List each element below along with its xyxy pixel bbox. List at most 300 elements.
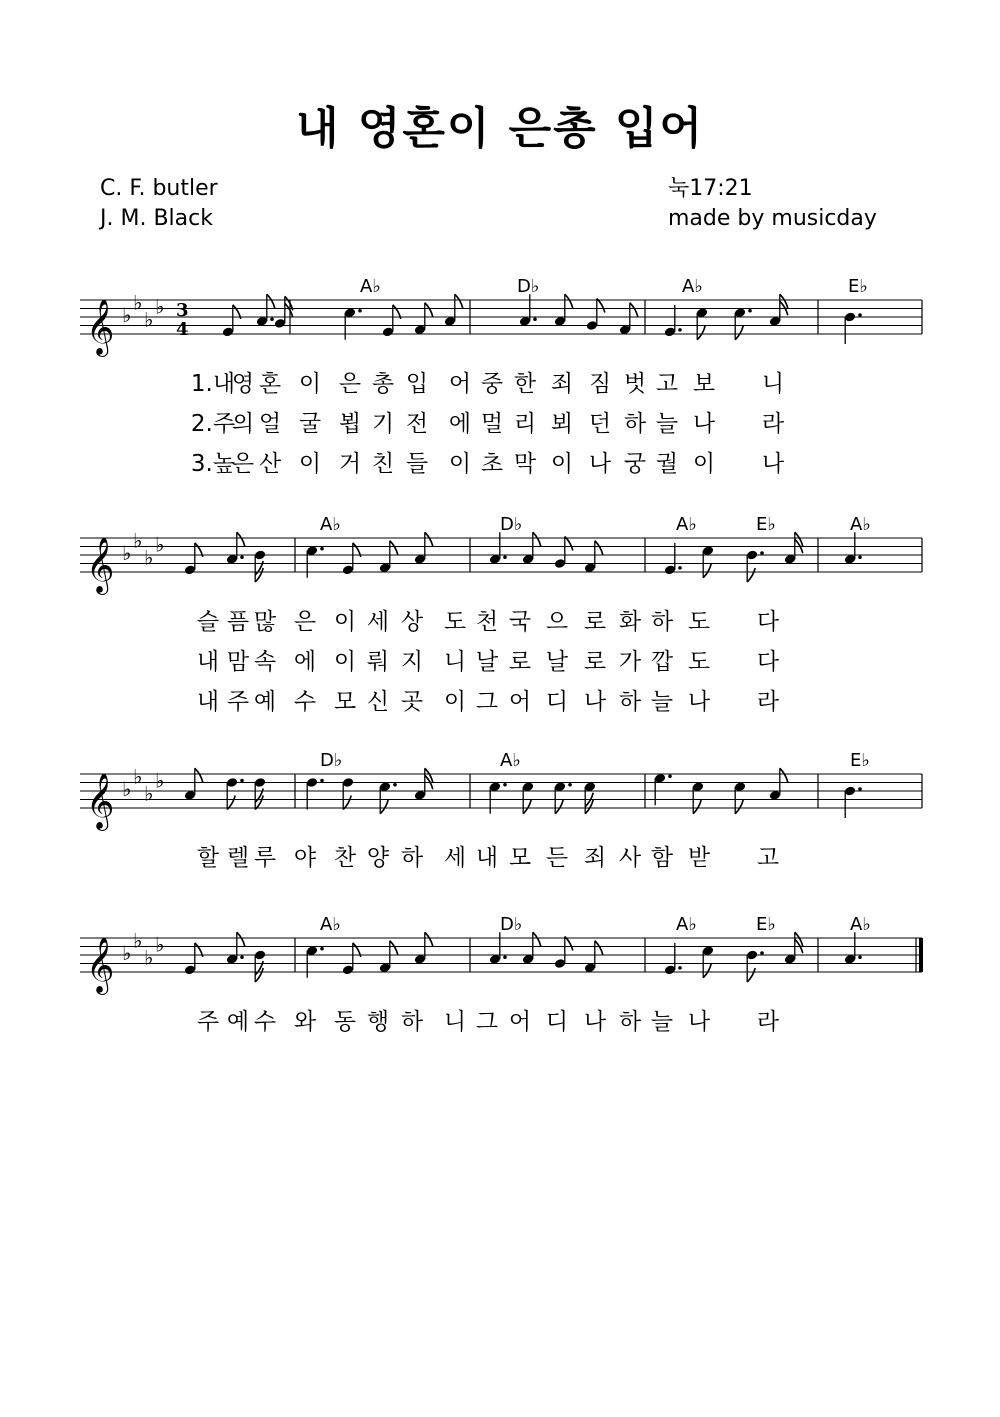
note-flag [343,796,351,810]
note-flag [780,768,788,782]
chord-symbol: A♭ [676,914,697,935]
note [584,941,603,974]
lyric-syllable: 얼 [258,411,282,437]
lyric-syllable: 모 [508,845,532,871]
flat-sign-icon: ♭ [122,941,132,965]
note-flag [533,532,541,546]
music-system-3 [80,744,922,871]
flat-sign-icon: ♭ [144,307,154,332]
dot [858,787,862,791]
chord-symbol: A♭ [850,914,871,935]
note [654,773,672,806]
note-flag [565,937,573,951]
note-flag [697,326,705,340]
lyric-syllable: 로 [508,649,532,675]
dot [240,555,244,559]
note [306,777,324,810]
lyric-syllable: 고 [756,845,780,871]
lyric-syllable: 받 [687,845,711,871]
flat-sign-icon: ♭ [133,290,143,315]
note [519,294,537,327]
lyric-syllable: 그 [475,1009,499,1035]
dot [320,779,324,783]
note [692,781,705,814]
note-flag [555,800,563,814]
lyric-syllable: 많 [253,609,277,635]
lyric-syllable: 던 [588,411,612,437]
note [734,781,747,814]
lyric-syllable: 입 [405,371,429,397]
lyric-syllable: 수 [253,1009,277,1035]
note [379,941,398,974]
lyric-syllable: 산 [258,451,282,477]
lyric-syllable: 리 [513,411,537,437]
lyric-syllable: 곳 [400,689,424,715]
lyric-syllable: 맘 [226,649,250,675]
dot [270,317,274,321]
music-system-2 [80,508,922,715]
note [522,532,541,565]
note [226,532,245,565]
lyric-syllable: 라 [756,1009,780,1035]
note-flag [380,800,388,814]
flat-sign-icon: ♭ [155,532,165,557]
note [256,294,275,327]
lyric-syllable: 주 [226,689,250,715]
note [844,785,862,818]
note-flag [630,303,638,317]
note [382,305,401,338]
lyric-syllable: 들 [405,451,429,477]
lyric-syllable: 고 [655,371,679,397]
lyric-syllable: 막 [513,451,537,477]
flat-sign-icon: ♭ [122,777,132,801]
chord-symbol: A♭ [850,514,871,535]
flat-sign-icon: ♭ [122,541,132,565]
dot [678,328,682,332]
note [746,949,764,982]
lyric-syllable: 니 [761,371,785,397]
lyric-syllable: 다 [756,649,780,675]
lyric-syllable: 세 [366,609,390,635]
note [342,777,355,810]
note-flag [703,964,711,978]
lyric-syllable: 국 [508,609,532,635]
note-flag [595,941,603,955]
dot [748,309,752,313]
lyric-syllable: 이 [448,451,472,477]
note [184,768,203,801]
note [586,299,605,332]
dot [760,551,764,555]
composer-line: J. M. Black [100,206,213,231]
lyric-syllable: 든 [545,845,569,871]
note [784,532,803,565]
lyric-syllable: 이 [333,649,357,675]
note-flag [425,303,433,317]
chord-symbol: D♭ [320,750,343,771]
dot [678,966,682,970]
lyric-syllable: 이 [443,689,467,715]
lyric-syllable: 와 [293,1009,317,1035]
flat-sign-icon: ♭ [133,928,143,953]
lyric-syllable: 수 [293,689,317,715]
lyric-syllable: 으 [545,609,569,635]
dot [568,783,572,787]
note [554,537,573,570]
lyric-syllable: 나 [692,411,716,437]
dot [668,774,672,778]
note-flag [523,800,531,814]
note [379,781,397,814]
note [226,777,244,810]
chord-symbol: E♭ [756,514,776,535]
note-flag [237,932,245,946]
lyric-syllable: 벗 [623,371,647,397]
chord-symbol: D♭ [500,914,523,935]
lyric-syllable: 뵈 [550,411,574,437]
lyric-syllable: 예 [226,1009,250,1035]
lyric-syllable: 깝 [650,649,674,675]
lyric-syllable: 모 [333,689,357,715]
lyric-syllable: 도 [687,649,711,675]
lyric-syllable: 예 [253,689,277,715]
flat-sign-icon: ♭ [144,545,154,570]
lyric-syllable: 짐 [588,371,612,397]
flat-sign-icon: ♭ [144,945,154,970]
lyric-syllable: 루 [253,845,277,871]
lyric-syllable: 그 [475,689,499,715]
lyric-syllable: 로 [583,649,607,675]
note-flag [747,568,755,582]
lyric-syllable: 늘 [650,689,674,715]
made-by-line: made by musicday [668,206,877,231]
dot [760,951,764,955]
lyric-verse-3 [80,445,922,479]
note-flag [425,532,433,546]
flat-sign-icon: ♭ [122,303,132,327]
lyric-syllable: 보 [692,371,716,397]
lyric-verse-1 [80,839,922,873]
note-flag [735,326,743,340]
note [664,543,682,576]
staff [80,270,922,355]
lyric-syllable: 신 [366,689,390,715]
scripture-reference: 눅17:21 [668,176,753,201]
lyric-syllable: 어 [508,1009,532,1035]
lyric-syllable: 나 [687,689,711,715]
flat-sign-icon: ♭ [155,768,165,793]
note [619,303,638,336]
lyric-syllable: 이 [692,451,716,477]
note [554,937,573,970]
lyric-syllable: 천 [475,609,499,635]
chord-symbol: D♭ [500,514,523,535]
note [844,932,862,965]
dot [858,555,862,559]
lyric-syllable: 이 [333,609,357,635]
lyric-syllable: 초 [480,451,504,477]
note [306,945,324,978]
note [254,949,267,982]
note [254,549,267,582]
lyric-syllable: 뵙 [338,411,362,437]
lyric-syllable: 내 [475,845,499,871]
note [696,307,709,340]
lyric-syllable: 전 [405,411,429,437]
lyric-syllable: 픔 [226,609,250,635]
lyric-syllable: 날 [545,649,569,675]
lyric-syllable: 디 [545,689,569,715]
chord-symbol: A♭ [676,514,697,535]
lyric-syllable: 주 [196,1009,220,1035]
note [702,545,715,578]
lyric-syllable: 동 [333,1009,357,1035]
lyric-syllable: 의 [231,411,255,437]
lyric-syllable: 라 [761,411,785,437]
lyric-syllable: 상 [400,609,424,635]
lyric-syllable: 속 [253,649,277,675]
note [414,768,433,801]
lyric-verse-1 [80,365,922,399]
flat-sign-icon: ♭ [155,932,165,957]
treble-clef-icon: 𝄞 [86,773,115,829]
dot [503,555,507,559]
note-flag [595,541,603,555]
note-flag [425,932,433,946]
flat-sign-icon: ♭ [155,294,165,319]
note-flag [565,294,573,308]
note [489,781,507,814]
note [306,545,324,578]
lyric-syllable: 2.주 [190,411,236,437]
chord-symbol: E♭ [756,914,776,935]
lyric-verse-2 [80,405,922,439]
note [769,768,788,801]
note [702,945,715,978]
lyric-syllable: 혼 [258,371,282,397]
lyric-verse-3 [80,683,922,717]
note [342,543,361,576]
lyric-syllable: 늘 [655,411,679,437]
final-barline [919,938,923,972]
note [734,307,752,340]
dot [533,317,537,321]
flat-sign-icon: ♭ [133,528,143,553]
lyric-syllable: 화 [618,609,642,635]
note [664,943,682,976]
lyric-verse-1 [80,1003,922,1037]
time-signature-top: 3 [176,300,189,321]
note [489,932,507,965]
lyric-syllable: 하 [650,609,674,635]
note [414,303,433,336]
lyric-syllable: 로 [583,609,607,635]
lyric-syllable: 도 [443,609,467,635]
note [489,532,507,565]
lyric-syllable: 거 [338,451,362,477]
note [522,932,541,965]
lyric-syllable: 에 [448,411,472,437]
lyric-syllable: 나 [687,1009,711,1035]
note-flag [195,768,203,782]
note-flag [237,532,245,546]
lyric-syllable: 내 [196,649,220,675]
lyric-syllable: 야 [293,845,317,871]
note [184,543,203,576]
lyric-syllable: 늘 [650,1009,674,1035]
dot [858,955,862,959]
note-flag [597,299,605,313]
lyric-syllable: 라 [756,689,780,715]
lyric-syllable: 궐 [655,451,679,477]
lyric-syllable: 찬 [333,845,357,871]
chord-symbol: E♭ [850,750,870,771]
note [342,943,361,976]
lyric-syllable: 기 [371,411,395,437]
lyric-syllable: 지 [400,649,424,675]
lyric-syllable: 은 [338,371,362,397]
note-flag [227,796,235,810]
dot [503,955,507,959]
note [844,311,862,344]
dot [393,783,397,787]
lyric-syllable: 죄 [550,371,574,397]
treble-clef-icon: 𝄞 [86,299,115,355]
lyric-syllable: 영 [231,371,255,397]
lyric-syllable: 렐 [226,845,250,871]
note-flag [390,541,398,555]
chord-symbol: A♭ [682,276,703,297]
lyric-syllable: 가 [618,649,642,675]
lyric-syllable: 다 [756,609,780,635]
note [584,541,603,574]
lyric-syllable: 은 [293,609,317,635]
note [222,305,241,338]
note [414,532,433,565]
note [344,307,362,340]
lyric-syllable: 하 [618,1009,642,1035]
lyric-syllable: 이 [550,451,574,477]
lyric-syllable: 하 [618,689,642,715]
chord-symbol: E♭ [848,276,868,297]
composer-credits [100,174,218,234]
lyric-syllable: 이 [298,451,322,477]
chord-symbol: A♭ [500,750,521,771]
note-flag [693,800,701,814]
dot [503,783,507,787]
lyric-syllable: 1.내 [190,371,236,397]
note [769,294,788,327]
chord-symbol: A♭ [320,914,341,935]
lyric-syllable: 은 [231,451,255,477]
lyric-syllable: 총 [371,371,395,397]
chord-symbol: A♭ [320,514,341,535]
lyric-syllable: 하 [623,411,647,437]
dot [240,779,244,783]
lyric-syllable: 나 [583,1009,607,1035]
flat-sign-icon: ♭ [133,764,143,789]
note [254,777,267,810]
music-system-4 [80,908,922,1035]
lyric-syllable: 행 [366,1009,390,1035]
dot [858,313,862,317]
lyric-syllable: 멀 [480,411,504,437]
lyric-syllable: 나 [583,689,607,715]
note-flag [533,932,541,946]
lyric-syllable: 궁 [623,451,647,477]
lyric-syllable: 도 [687,609,711,635]
lyric-syllable: 양 [366,845,390,871]
treble-clef-icon: 𝄞 [86,537,115,593]
dot [240,955,244,959]
lyric-syllable: 하 [400,1009,424,1035]
lyric-syllable: 날 [475,649,499,675]
chord-symbol: D♭ [517,276,540,297]
flat-sign-icon: ♭ [144,781,154,806]
note [844,532,862,565]
lyric-syllable: 슬 [196,609,220,635]
note [444,294,463,327]
lyricist-line: C. F. butler [100,176,218,201]
time-signature-bottom: 4 [176,319,189,340]
lyric-syllable: 굴 [298,411,322,437]
dot [320,947,324,951]
treble-clef-icon: 𝄞 [86,937,115,993]
lyric-syllable: 뤄 [366,649,390,675]
lyric-syllable: 이 [298,371,322,397]
lyric-verse-1 [80,603,922,637]
lyric-syllable: 나 [761,451,785,477]
dot [358,309,362,313]
note [584,781,597,814]
note [414,932,433,965]
lyric-syllable: 함 [650,845,674,871]
note [184,943,203,976]
lyric-syllable: 한 [513,371,537,397]
note [554,781,572,814]
note-flag [267,294,275,308]
note-flag [390,941,398,955]
music-system-1 [80,270,922,477]
note-flag [735,800,743,814]
lyric-syllable: 할 [196,845,220,871]
lyric-verse-2 [80,643,922,677]
lyric-syllable: 사 [618,845,642,871]
note [522,781,535,814]
note-flag [565,537,573,551]
note [379,541,398,574]
note-flag [747,968,755,982]
lyric-syllable: 에 [293,649,317,675]
note [784,932,803,965]
lyric-syllable: 내 [196,689,220,715]
note [226,932,245,965]
lyric-syllable: 나 [588,451,612,477]
lyric-syllable: 디 [545,1009,569,1035]
lyric-syllable: 니 [443,649,467,675]
chord-symbol: A♭ [360,276,381,297]
note-flag [455,294,463,308]
lyric-syllable: 어 [448,371,472,397]
note [554,294,573,327]
dot [320,547,324,551]
lyric-syllable: 친 [371,451,395,477]
lyric-syllable: 어 [508,689,532,715]
lyric-syllable: 3.높 [190,451,236,477]
lyric-syllable: 죄 [583,845,607,871]
note [746,549,764,582]
